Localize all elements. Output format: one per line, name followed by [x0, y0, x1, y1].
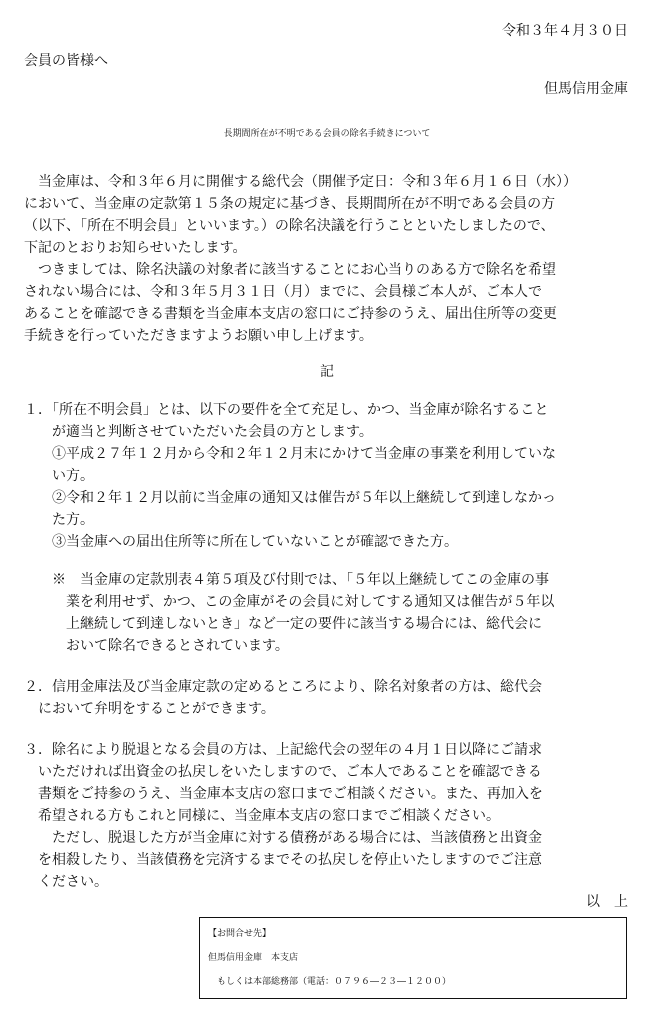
section-1-line: ③当金庫への届出住所等に所在していないことが確認できた方。: [24, 534, 458, 550]
section-1-line: １．「所在不明会員」とは、以下の要件を全て充足し、かつ、当金庫が除名すること: [24, 402, 549, 418]
body-line: されない場合には、令和３年５月３１日（月）までに、会員様ご本人が、ご本人で: [24, 284, 542, 300]
section-2-line: ２．信用金庫法及び当金庫定款の定めるところにより、除名対象者の方は、総代会: [24, 679, 542, 695]
note-line: 業を利用せず、かつ、この金庫がその会員に対してする通知又は催告が５年以: [24, 594, 555, 610]
contact-office: 但馬信用金庫 本支店: [208, 953, 299, 963]
note-line: ※ 当金庫の定款別表４第５項及び付則では、「５年以上継続してこの金庫の事: [24, 572, 549, 588]
section-3-line: ただし、脱退した方が当金庫に対する債務がある場合には、当該債務と出資金: [24, 830, 542, 846]
sender: 但馬信用金庫: [544, 81, 628, 97]
section-3-line: 書類をご持参のうえ、当金庫本支店の窓口までご相談ください。また、再加入を: [24, 786, 543, 802]
note-line: おいて除名できるとされています。: [24, 638, 289, 654]
contact-heading: 【お問合せ先】: [208, 929, 272, 939]
section-1-line: い方。: [24, 468, 94, 484]
contact-phone: もしくは本部総務部（電話：０７９６―２３―１２００）: [208, 977, 452, 987]
section-1-line: ①平成２７年１２月から令和２年１２月末にかけて当金庫の事業を利用していな: [24, 446, 556, 462]
body-line: において、当金庫の定款第１５条の規定に基づき、長期間所在が不明である会員の方: [24, 196, 556, 212]
closing-ijo: 以 上: [586, 894, 628, 910]
notice-title: 長期間所在が不明である会員の除名手続きについて: [223, 129, 431, 139]
section-1-line: た方。: [24, 512, 94, 528]
body-line: 手続きを行っていただきますようお願い申し上げます。: [24, 328, 373, 344]
section-3-line: ください。: [24, 874, 108, 890]
ki-heading: 記: [320, 364, 334, 380]
body-line: 当金庫は、令和３年６月に開催する総代会（開催予定日：令和３年６月１６日（水））: [24, 174, 577, 190]
body-line: あることを確認できる書類を当金庫本支店の窓口にご持参のうえ、届出住所等の変更: [24, 306, 557, 322]
contact-box: [199, 917, 627, 999]
note-line: 上継続して到達しないとき」など一定の要件に該当する場合には、総代会に: [24, 616, 542, 632]
section-1-line: が適当と判断させていただいた会員の方とします。: [24, 424, 373, 440]
body-line: （以下、「所在不明会員」といいます。）の除名決議を行うことといたしましたので、: [24, 218, 555, 234]
section-3-line: ３．除名により脱退となる会員の方は、上記総代会の翌年の４月１日以降にご請求: [24, 742, 542, 758]
body-line: つきましては、除名決議の対象者に該当することにお心当りのある方で除名を希望: [24, 262, 556, 278]
section-3-line: を相殺したり、当該債務を完済するまでその払戻しを停止いたしますのでご注意: [24, 852, 542, 868]
notice-date: 令和３年４月３０日: [502, 23, 628, 39]
section-2-line: において弁明をすることができます。: [24, 701, 275, 717]
section-3-line: 希望される方もこれと同様に、当金庫本支店の窓口までご相談ください。: [24, 808, 500, 824]
addressee: 会員の皆様へ: [24, 53, 108, 69]
section-1-line: ②令和２年１２月以前に当金庫の通知又は催告が５年以上継続して到達しなかっ: [24, 490, 556, 506]
section-3-line: いただければ出資金の払戻しをいたしますので、ご本人であることを確認できる: [24, 764, 542, 780]
body-line: 下記のとおりお知らせいたします。: [24, 240, 247, 256]
